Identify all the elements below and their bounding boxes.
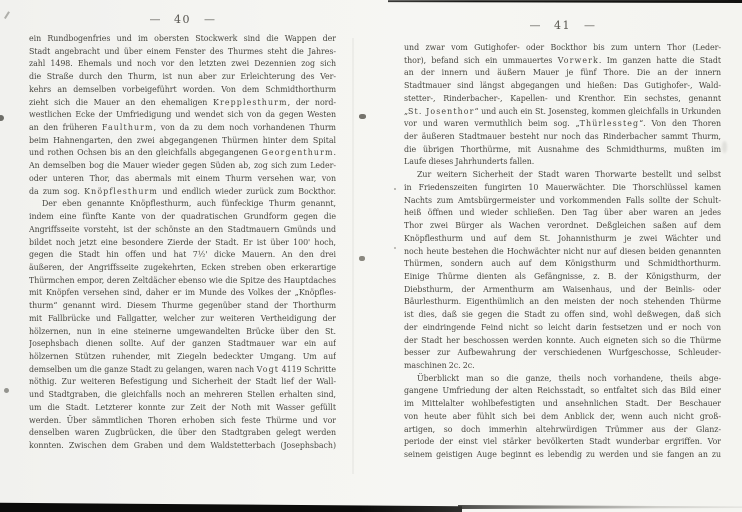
text-line: gangene Umfriedung der alten Reichsstadt, so entfaltet sich das Bild einer	[404, 386, 721, 396]
spaced-word: Georgenthurm	[261, 148, 334, 158]
text-line: zieht sich die Mauer an den ehemaligen Krepplesthurm, der nord-	[29, 97, 336, 107]
text-line: werden. Über sämmtlichen Thoren erhoben sich feste Thürme und vor	[29, 415, 336, 425]
text-line: Zur weitern Sicherheit der Stadt waren Thorwarte bestellt und selbst	[417, 170, 721, 180]
text-line: maschinen 2c. 2c.	[404, 360, 475, 370]
text-line: hölzernen, nun in eine steinerne umgewandelten Brücke über den St.	[29, 326, 336, 336]
text-line: Nachts zum Amtsbürgermeister und vorkommenden Falls sollte der Schult-	[404, 195, 721, 205]
text-line: Angriffsseite vorsteht, ist der schönste an den Stadtmauern Gmünds und	[29, 224, 336, 234]
spaced-word: Vogt	[256, 364, 280, 374]
text-line: Bäurlesthurm. Eigenthümlich an den meisten der noch stehenden Thürme	[404, 297, 721, 307]
text-line: periode der einst viel stärker bevölkerten Stadt wunderbar ergriffen. Vor	[404, 437, 721, 447]
text-line: an der innern und äußern Mauer je fünf Thore. Die an der innern	[404, 68, 721, 78]
spaced-word: Krepplesthurm	[213, 97, 288, 107]
text-line: demselben um die ganze Stadt zu gelangen, waren nach Vogt 4119 Schritte	[29, 364, 336, 374]
text-line: und rothen Ochsen bis an den gleichfalls abgegangenen Georgenthurm.	[29, 148, 336, 158]
text-line: mit Fallbrücke und Fallgatter, welcher zur weiteren Vertheidigung der	[29, 313, 336, 323]
text-line: bildet noch jetzt eine besondere Zierde der Stadt. Er ist über 100' hoch,	[29, 237, 336, 247]
text-lines	[29, 33, 336, 453]
scan-speck	[359, 256, 365, 261]
text-line: und Stadtgraben, die gleichfalls noch an mehreren Stellen erhalten sind,	[29, 390, 336, 400]
header-dash-left: —	[149, 13, 161, 26]
text-line: Laufe dieses Jahrhunderts fallen.	[404, 157, 535, 167]
text-line: Thor zwei Bürger als Wachen verordnet. Deßgleichen saßen auf dem	[404, 221, 721, 231]
text-line: An demselben bog die Mauer wieder gegen Süden ab, zog sich zum Leder-	[29, 161, 336, 171]
header-dash-right: —	[584, 19, 596, 32]
text-line: Diebsthurm, der Armenthurm am Waisenhaus, und der Beinlis- oder	[404, 284, 721, 294]
spaced-word: Thürlessteg	[579, 119, 640, 129]
text-line: besser zur Aufbewahrung der verschiedenen Wurfgeschosse, Schleuder-	[404, 348, 721, 358]
scan-speck	[359, 114, 366, 119]
text-line: in Friedenszeiten fungirten 10 Mauerwächter. Die Thorschlüssel kamen	[404, 182, 721, 192]
text-line: um die Stadt. Letzterer konnte zur Zeit der Noth mit Wasser gefüllt	[29, 402, 336, 412]
page-number-header	[29, 13, 336, 26]
text-line: der Stadt her beschossen werden konnte. Auch eigneten sich so die Thürme	[404, 335, 721, 345]
spaced-word: St. Josenthor	[408, 106, 475, 116]
text-line: thurm“ genannt wird. Diesem Thurme gegenüber stand der Thorthurm	[29, 301, 336, 311]
text-line: Der eben genannte Knöpflesthurm, auch fünfeckige Thurm genannt,	[42, 199, 336, 209]
page-number: 40	[174, 13, 191, 26]
header-dash-right: —	[204, 13, 216, 26]
scan-speck	[4, 11, 10, 19]
text-line: Einige Thürme dienten als Gefängnisse, z. B. der Königsthurm, der	[404, 271, 721, 281]
text-line: äußeren, der Angriffsseite zugekehrten, Ecken streben oben erkerartige	[29, 262, 336, 272]
scan-speck	[4, 388, 9, 393]
text-line: und zwar vom Gutighofer- oder Bockthor bis zum untern Thor (Leder-	[404, 43, 721, 52]
scan-speck	[394, 188, 396, 190]
text-line: ein Rundbogenfries und im obersten Stockwerk sind die Wappen der	[29, 34, 336, 43]
text-line: der äußeren Stadtmauer besteht nur noch das Rinderbacher sammt Thurm,	[404, 132, 721, 142]
page-number-header	[404, 19, 721, 32]
scan-artifact-top-edge-line	[388, 0, 742, 3]
spaced-word: Knöpflesthurm	[84, 186, 158, 196]
page-gutter-shadow	[352, 38, 354, 474]
text-line: die Straße durch den Thurm, ist nun aber zur Erleichterung des Ver-	[29, 72, 336, 82]
text-line: zahl 1498. Ehemals und noch vor den letzten zwei Dezennien zog sich	[29, 59, 336, 69]
text-line: Thürmchen empor, deren Zeltdächer ebenso wie die Spitze des Hauptdaches	[29, 275, 336, 285]
text-line: heiß öffnen und wieder schließen. Den Tag über aber waren an jedes	[404, 208, 721, 218]
spaced-word: Vorwerk	[557, 55, 599, 65]
text-line: Stadt angebracht und über einem Fenster des Thurmes steht die Jahres-	[29, 46, 336, 56]
text-line: noch heute bestehen die Hochwächter nicht nur auf diesen beiden genannten	[404, 246, 721, 256]
header-dash-left: —	[529, 19, 541, 32]
text-line: Überblickt man so die ganze, theils noch vorhandene, theils abge-	[417, 373, 721, 383]
scan-speck	[394, 247, 396, 249]
scan-speck	[722, 141, 727, 153]
text-line: seinem geistigen Auge beginnt es lebendig zu werden und sie fangen an zu	[404, 450, 721, 459]
text-line: hölzernen Stützen ruhender, mit Ziegeln bedeckter Umgang. Um auf	[29, 351, 336, 361]
text-line: mit Knöpfen versehen sind, daher er im Munde des Volkes der „Knöpfles-	[29, 288, 336, 298]
text-line: ist dies, daß sie gegen die Stadt zu offen sind, wohl deßwegen, daß sich	[404, 310, 721, 320]
text-line: artigen, so doch immerhin altehrwürdigen Trümmer aus der Glanz-	[404, 424, 721, 434]
page-number: 41	[554, 19, 571, 32]
text-line: kehrs an demselben vorbeigeführt worden. Von dem Schmidthorthurm	[29, 84, 336, 94]
text-line: indem eine fünfte Kante von der quadratischen Grundform gegen die	[29, 212, 336, 222]
text-line: gegen die Stadt hin offen und hat 7½' dicke Mauern. An den drei	[29, 250, 336, 260]
text-line: an den früheren Faulthurm, von da zu dem noch vorhandenen Thurm	[29, 123, 336, 133]
text-line: Josephsbach dienen sollte. Auf der ganzen Stadtmauer war ein auf	[29, 339, 336, 349]
text-lines	[404, 42, 721, 462]
scan-artifact-bottom-bar-tail	[458, 505, 742, 509]
text-line: thor), befand sich ein ummauertes Vorwerk. Im ganzen hatte die Stadt	[404, 55, 721, 65]
text-line: da zum sog. Knöpflesthurm und endlich wieder zurück zum Bockthor.	[29, 186, 336, 196]
text-line: die übrigen Thorthürme, mit Ausnahme des Schmidthurms, mußten im	[404, 144, 721, 154]
text-line: Knöpflesthurm und auf dem St. Johannisthurm je zwei Wächter und	[404, 233, 721, 243]
scan-speck	[0, 115, 4, 121]
text-line: der eindringende Feind nicht so leicht darin festsetzen und er noch von	[404, 322, 721, 332]
text-line: im Mittelalter wohlbefestigten und ansehnlichen Stadt. Der Beschauer	[404, 399, 721, 409]
text-line: „St. Josenthor“ und auch ein St. Josensteg, kommen gleichfalls in Urkunden	[404, 106, 721, 116]
text-line: Stadtmauer sind längst abgegangen und hießen: Das Gutighofer-, Wald-	[404, 81, 721, 91]
text-line: vor und waren vermuthlich beim sog. „Thürlessteg“. Von den Thoren	[404, 119, 721, 129]
text-line: konnten. Zwischen dem Graben und dem Waldstetterbach (Josephsbach)	[29, 441, 336, 450]
text-line: beim Hahnengarten, den zwei abgegangenen Thürmen hinter dem Spital	[29, 135, 336, 145]
text-line: stetter-, Rinderbacher-, Kapellen- und Krenthor. Ein sechstes, genannt	[404, 93, 721, 103]
text-line: westlichen Ecke der Umfriedigung und wendet sich von da gegen Westen	[29, 110, 336, 120]
scan-artifact-bottom-black-bar	[0, 502, 462, 512]
text-line: von heute aber fühlt sich bei dem Anblick der, wenn auch nicht groß-	[404, 411, 721, 421]
text-line: nöthig. Zur weiteren Befestigung und Sicherheit der Stadt lief der Wall-	[29, 377, 336, 387]
text-line: oder unteren Thor, das abermals mit einem Thurm versehen war, von	[29, 173, 336, 183]
text-line: denselben waren Zugbrücken, die über den Stadtgraben gelegt werden	[29, 428, 336, 438]
text-line: Thürmen, sondern auch auf dem Königsthurm und Schmidthorthurm.	[404, 259, 721, 269]
spaced-word: Faulthurm	[101, 123, 154, 133]
